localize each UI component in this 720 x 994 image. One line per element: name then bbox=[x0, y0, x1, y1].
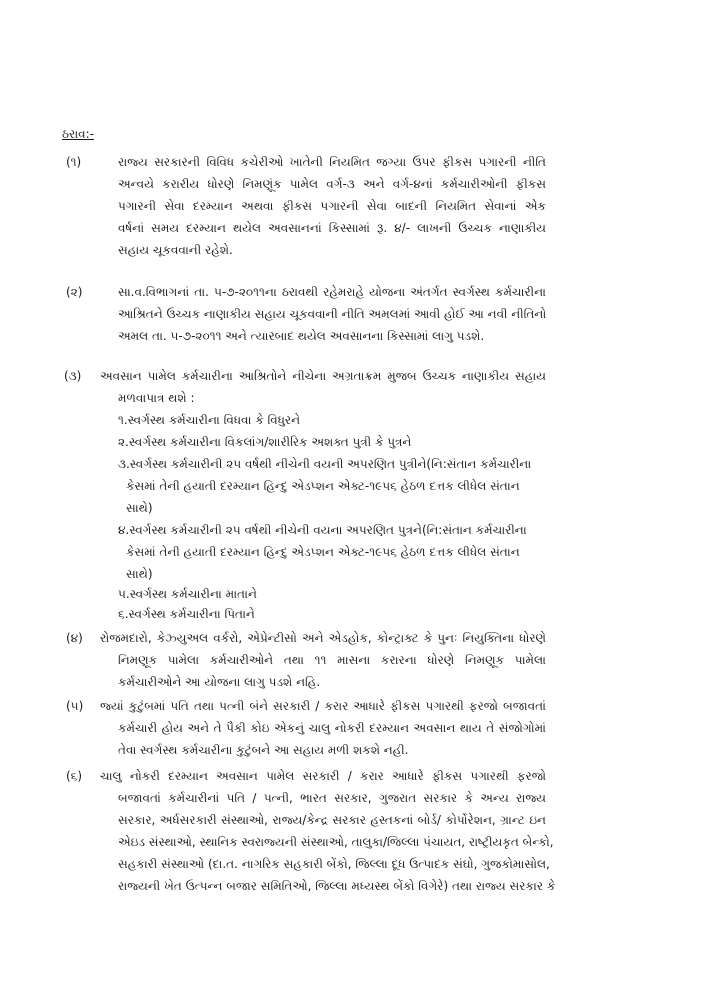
paragraph-number: (૫) bbox=[66, 699, 84, 713]
paragraph-line: સહાય ચૂકવવાની રહેશે. bbox=[118, 243, 233, 257]
paragraph-line: સરકાર, અર્ધસરકારી સંસ્થાઓ, રાજ્ય/કેન્દ્ર સરકાર હસ્તકનાં બોર્ડ/ કોર્પોરેશન, ગ્રાન્ટ ઇન bbox=[118, 813, 546, 827]
paragraph-line: કર્મચારીઓને આ યોજના લાગુ પડશે નહિ. bbox=[118, 675, 321, 689]
paragraph-line: એઇડ સંસ્થાઓ, સ્થાનિક સ્વરાજ્યની સંસ્થાઓ, તાલુકા/જિલ્લા પંચાયત, રાષ્ટ્રીયકૃત બેન્કો, bbox=[118, 835, 554, 849]
paragraph-line: અન્વયે કરારીય ધોરણે નિમણૂંક પામેલ વર્ગ-૩ અને વર્ગ-૪નાં કર્મચારીઓની ફીકસ bbox=[118, 177, 546, 191]
paragraph-line: રોજમદારો, કેઝ્યુઅલ વર્કરો, એપ્રેન્ટીસો અને એડહોક, કોન્ટ્રાક્ટ કે પુનઃ નિયુક્તિના ધોરણે bbox=[100, 631, 546, 645]
paragraph-line: કેસમાં તેની હયાતી દરમ્યાન હિન્દુ એડપ્શન એક્ટ-૧૯૫૬ હેઠળ દત્તક લીધેલ સંતાન bbox=[126, 545, 520, 559]
paragraph-line: કર્મચારી હોય અને તે પૈકી કોઇ એકનું ચાલુ નોકરી દરમ્યાન અવસાન થાય તે સંજોગોમાં bbox=[118, 721, 546, 735]
paragraph-line: અમલ તા. ૫-૭-૨૦૧૧ અને ત્યારબાદ થયેલ અવસાનના કિસ્સામાં લાગુ પડશે. bbox=[118, 329, 485, 343]
paragraph-number: (૧) bbox=[66, 155, 82, 169]
paragraph-line: ચાલુ નોકરી દરમ્યાન અવસાન પામેલ સરકારી / કરાર આધારે ફીકસ પગારથી ફરજો bbox=[100, 769, 546, 783]
paragraph-line: સા.વ.વિભાગનાં તા. ૫-૭-૨૦૧૧ના ઠરાવથી રહેમરાહે યોજના અંતર્ગત સ્વર્ગસ્થ કર્મચારીના bbox=[118, 285, 546, 299]
paragraph-line: ૫.સ્વર્ગસ્થ કર્મચારીના માતાને bbox=[118, 587, 257, 601]
paragraph-number: (૬) bbox=[66, 769, 83, 783]
paragraph-line: ૪.સ્વર્ગસ્થ કર્મચારીની ૨૫ વર્ષથી નીચેની વયના અપરણિત પુત્રને(નિ:સંતાન કર્મચારીના bbox=[118, 523, 527, 537]
paragraph-line: ૨.સ્વર્ગસ્થ કર્મચારીના વિકલાંગ/શારીરિક અશક્ત પુત્રી કે પુત્રને bbox=[118, 435, 412, 449]
paragraph-line: પગારની સેવા દરમ્યાન અથવા ફીકસ પગારની સેવા બાદની નિયમિત સેવાનાં એક bbox=[118, 199, 546, 213]
paragraph-line: અવસાન પામેલ કર્મચારીના આશ્રિતોને નીચેના અગ્રતાક્રમ મુજબ ઉચ્ચક નાણાકીય સહાય bbox=[100, 369, 546, 383]
paragraph-line: સાથે) bbox=[126, 567, 153, 581]
paragraph-line: સહકારી સંસ્થાઓ (દા.ત. નાગરિક સહકારી બેંકો, જિલ્લા દૂધ ઉત્પાદક સંઘો, ગુજકોમાસોલ, bbox=[118, 857, 550, 871]
paragraph-line: ૩.સ્વર્ગસ્થ કર્મચારીની ૨૫ વર્ષથી નીચેની વયની અપરણિત પુત્રીને(નિ:સંતાન કર્મચારીના bbox=[118, 457, 532, 471]
paragraph-line: સાથે) bbox=[126, 501, 153, 515]
paragraph-line: રાજ્ય સરકારની વિવિધ કચેરીઓ ખાતેની નિયમિત જગ્યા ઉપર ફીકસ પગારની નીતિ bbox=[118, 155, 546, 169]
paragraph-line: બજાવતાં કર્મચારીનાં પતિ / પત્ની, ભારત સરકાર, ગુજરાત સરકાર કે અન્ય રાજ્ય bbox=[118, 791, 546, 805]
paragraph-number: (૨) bbox=[66, 285, 83, 299]
paragraph-number: (૩) bbox=[64, 369, 82, 383]
paragraph-line: ૧.સ્વર્ગસ્થ કર્મચારીના વિધવા કે વિધુરને bbox=[118, 413, 301, 427]
paragraph-line: રાજ્યની ખેત ઉત્પન્ન બજાર સમિતિઓ, જિલ્લા મધ્યસ્થ બેંકો વિગેરે) તથા રાજ્ય સરકાર કે bbox=[118, 879, 556, 893]
paragraph-number: (૪) bbox=[66, 631, 83, 645]
paragraph-line: જ્યાં કુટુંબમાં પતિ તથા પત્ની બંને સરકારી / કરાર આધારે ફીકસ પગારથી ફરજો બજાવતાં bbox=[100, 699, 546, 713]
paragraph-line: નિમણૂક પામેલા કર્મચારીઓને તથા ૧૧ માસના કરારના ધોરણે નિમણૂક પામેલા bbox=[118, 653, 546, 667]
resolution-heading: ઠરાવ:- bbox=[62, 127, 94, 141]
paragraph-line: વર્ષનાં સમય દરમ્યાન થયેલ અવસાનનાં કિસ્સામાં રૂ. ૪/- લાખની ઉચ્ચક નાણાકીય bbox=[118, 221, 546, 235]
paragraph-line: ૬.સ્વર્ગસ્થ કર્મચારીના પિતાને bbox=[118, 607, 255, 621]
paragraph-line: કેસમાં તેની હયાતી દરમ્યાન હિન્દુ એડપ્શન એક્ટ-૧૯૫૬ હેઠળ દત્તક લીધેલ સંતાન bbox=[126, 479, 520, 493]
paragraph-line: તેવા સ્વર્ગસ્થ કર્મચારીના કુટુંબને આ સહાય મળી શકશે નહી. bbox=[118, 743, 409, 757]
paragraph-line: મળવાપાત્ર થશે : bbox=[118, 391, 195, 405]
paragraph-line: આશ્રિતને ઉચ્ચક નાણાકીય સહાય ચૂકવવાની નીતિ અમલમાં આવી હોઈ આ નવી નીતિનો bbox=[118, 307, 547, 321]
